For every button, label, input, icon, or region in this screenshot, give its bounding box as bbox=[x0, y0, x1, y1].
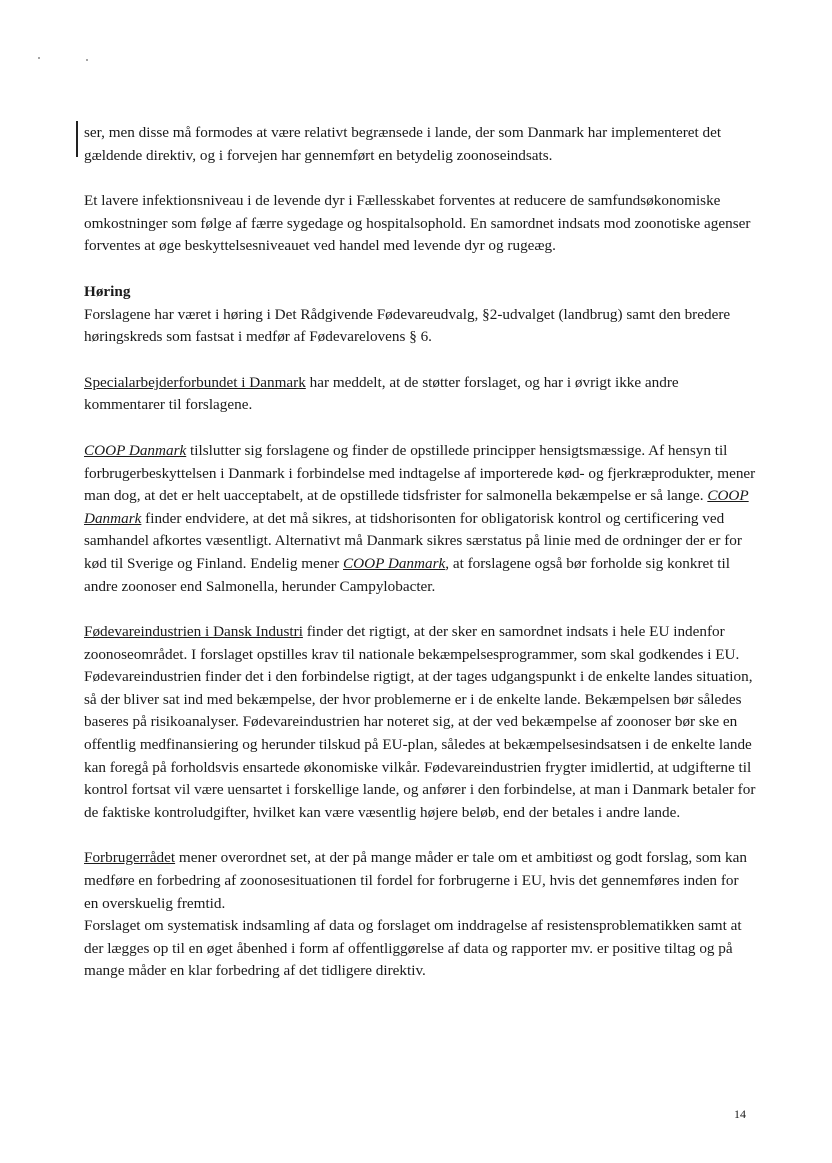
paragraph-4: Specialarbejderforbundet i Danmark har meddelt, at de støtter forslaget, og har i øvrigt ikke andre kommentarer til forslagene. bbox=[84, 373, 679, 414]
organization-name: COOP Danmark bbox=[84, 487, 749, 527]
paragraph-5: COOP Danmark tilslutter sig forslagene og finder de opstillede principper hensigtsmæssige. Af hensyn til forbrugerbeskyttelsen i Danmark i forbindelse med indtagelse af importerede kød- og fjerkræprodukter, mener man dog, at det er helt uacceptabelt, at de opstillede tidsfrister for salmonella bekæmpelse er så lange. COOP Danmark finder endvidere, at det må sikres, at tidshorisonten for obligatorisk kontrol og certificering ved samhandel afkortes væsentligt. Alternativt må Danmark sikres særstatus på linie med de ordninger der er for kød til Sverige og Finland. Endelig mener COOP Danmark, at forslagene også bør forholde sig konkret til andre zoonoser end Salmonella, herunder Campylobacter. bbox=[84, 441, 756, 595]
scan-speck bbox=[38, 57, 40, 59]
revision-bar bbox=[76, 121, 78, 157]
organization-name: COOP Danmark bbox=[343, 554, 446, 572]
organization-name: Forbrugerrådet bbox=[84, 849, 176, 867]
section-heading: Høring bbox=[84, 282, 131, 300]
paragraph-2: Et lavere infektionsniveau i de levende dyr i Fællesskabet forventes at reducere de samfundsøkonomiske omkostninger som følge af færre sygedage og hospitalsophold. En samordnet indsats mod zoonotiske agenser forventes at øge beskyttelsesniveauet ved handel med levende dyr og rugeæg. bbox=[84, 192, 751, 255]
organization-name: COOP Danmark bbox=[84, 441, 187, 459]
body-text bbox=[84, 122, 756, 983]
paragraph-3: Forslagene har været i høring i Det Rådgivende Fødevareudvalg, §2-udvalget (landbrug) samt den bredere høringskreds som fastsat i medfør af Fødevarelovens § 6. bbox=[84, 305, 731, 346]
paragraph-8: Forslaget om systematisk indsamling af data og forslaget om inddragelse af resistensproblematikken samt at der lægges op til en øget åbenhed i form af offentliggørelse af data og rapporter mv. er positive tiltag og på mange måder en klar forbedring af det tidligere direktiv. bbox=[84, 917, 742, 980]
organization-name: Fødevareindustrien i Dansk Industri bbox=[84, 623, 303, 641]
paragraph-6: Fødevareindustrien i Dansk Industri finder det rigtigt, at der sker en samordnet indsats i hele EU indenfor zoonoseområdet. I forslaget opstilles krav til nationale bekæmpelsesprogrammer, som skal godkendes i EU. Fødevareindustrien finder det i den forbindelse rigtigt, at der tages udgangspunkt i de enkelte landes situation, så der bliver sat ind med bekæmpelse, der hvor problemerne er i de enkelte lande. Bekæmpelsen bør således baseres på risikoanalyser. Fødevareindustrien har noteret sig, at der ved bekæmpelse af zoonoser bør ske en offentlig medfinansiering og herunder tilskud på EU-plan, således at bekæmpelsesindsatsen i de enkelte lande kan foregå på forholdsvis ensartede økonomiske vilkår. Fødevareindustrien frygter imidlertid, at udgifterne til kontrol fortsat vil være uensartet i forskellige lande, og anfører i den forbindelse, at man i Danmark betaler for de faktiske kontroludgifter, hvilket kan være væsentlig højere beløb, end der betales i andre lande. bbox=[84, 623, 756, 821]
scan-speck bbox=[86, 59, 88, 61]
organization-name: Specialarbejderforbundet i Danmark bbox=[84, 373, 306, 391]
paragraph-7: Forbrugerrådet mener overordnet set, at der på mange måder er tale om et ambitiøst og godt forslag, som kan medføre en forbedring af zoonosesituationen til fordel for forbrugerne i EU, hvis det gennemføres inden for en overskuelig fremtid. bbox=[84, 849, 747, 912]
page-number: 14 bbox=[734, 1107, 746, 1121]
paragraph-1: ser, men disse må formodes at være relativt begrænsede i lande, der som Danmark har implementeret det gældende direktiv, og i forvejen har gennemført en betydelig zoonoseindsats. bbox=[84, 124, 722, 164]
